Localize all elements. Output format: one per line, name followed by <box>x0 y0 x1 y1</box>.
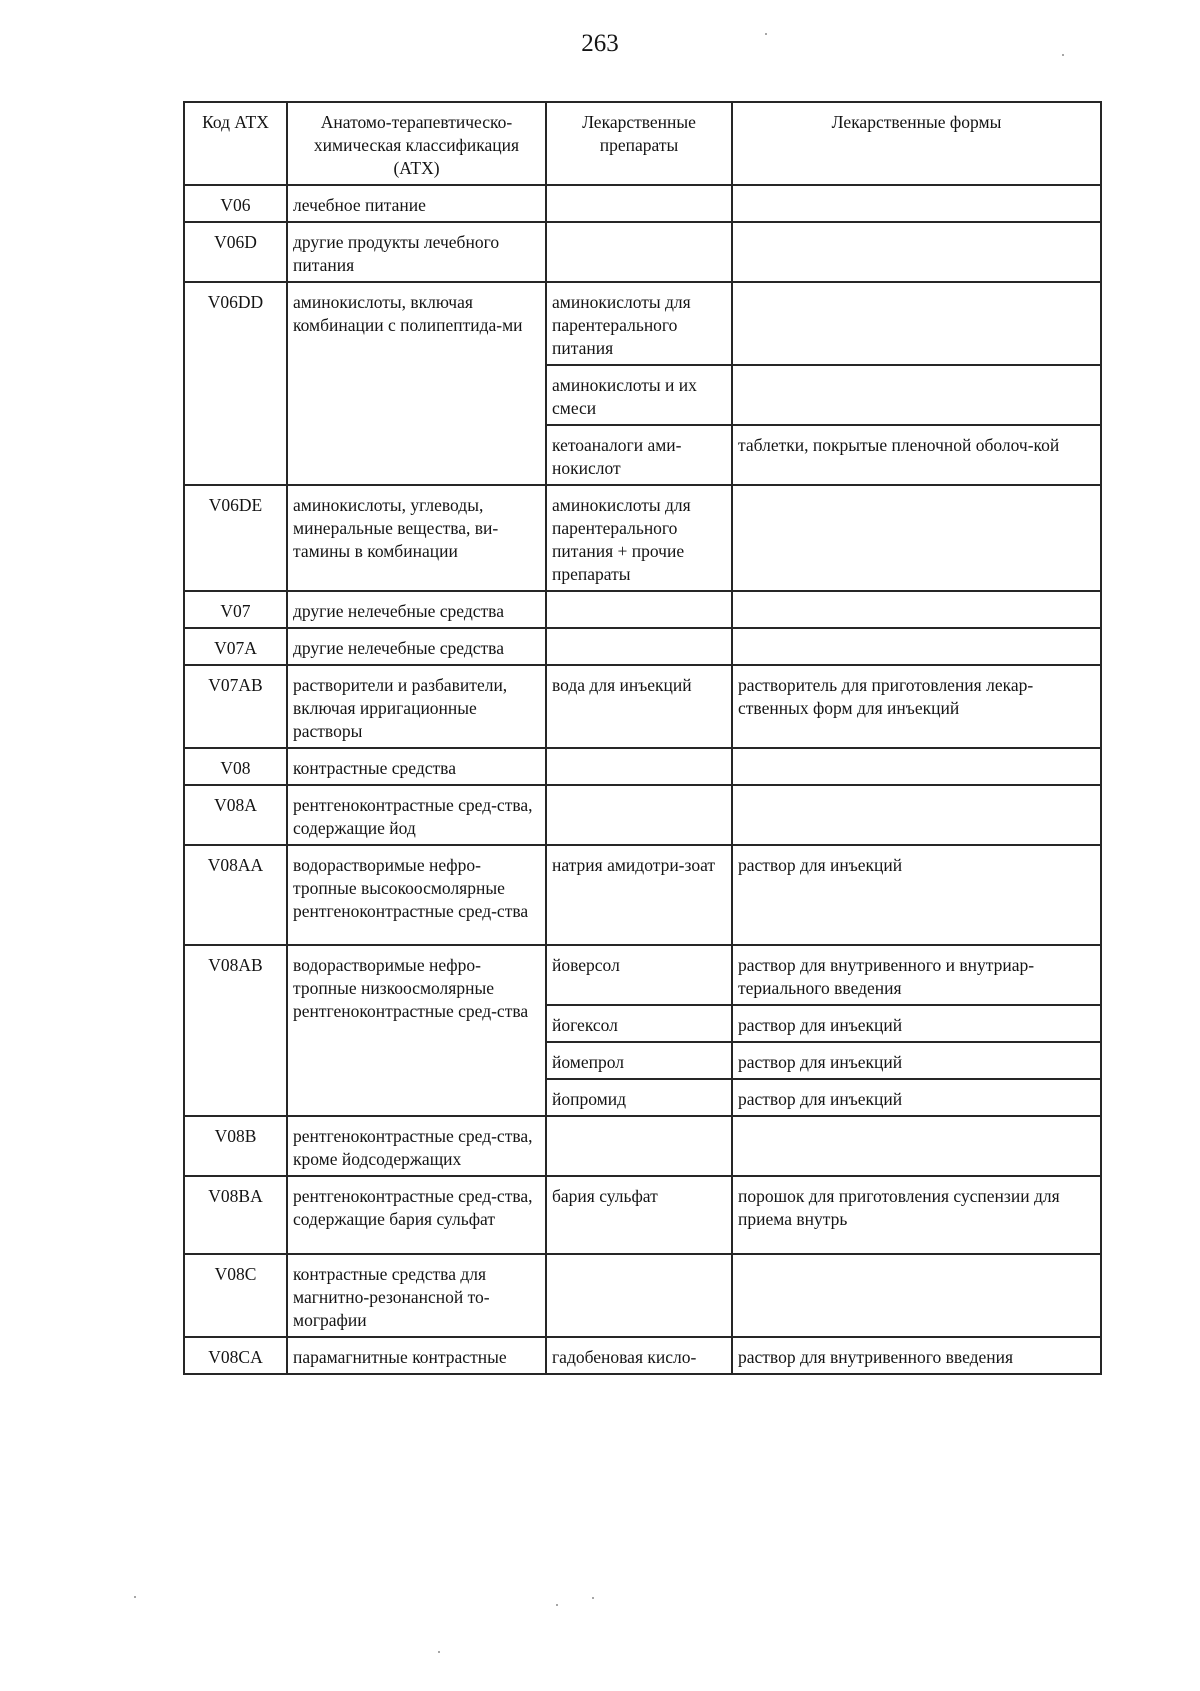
drug-cell: аминокислоты и их смеси <box>546 365 732 425</box>
header-code: Код АТХ <box>184 102 287 185</box>
atx-name: рентгеноконтрастные сред-ства, кроме йодсодержащих <box>287 1116 546 1176</box>
drug-cell <box>546 1254 732 1337</box>
drug-cell <box>546 185 732 222</box>
atx-name: рентгеноконтрастные сред-ства, содержащие бария сульфат <box>287 1176 546 1254</box>
atx-table <box>183 101 1102 1375</box>
header-forms: Лекарственные формы <box>732 102 1101 185</box>
table-row <box>184 591 1101 628</box>
table-row <box>184 945 1101 1005</box>
atx-name: лечебное питание <box>287 185 546 222</box>
form-cell <box>732 1254 1101 1337</box>
scan-speck <box>438 1651 440 1653</box>
drug-cell <box>546 628 732 665</box>
form-cell <box>732 282 1101 365</box>
form-cell: раствор для инъекций <box>732 1079 1101 1116</box>
form-cell <box>732 1116 1101 1176</box>
form-cell: раствор для инъекций <box>732 1042 1101 1079</box>
table-row <box>184 282 1101 365</box>
form-cell: растворитель для приготовления лекар-ственных форм для инъекций <box>732 665 1101 748</box>
atx-name: водорастворимые нефро-тропные высокоосмолярные рентгеноконтрастные сред-ства <box>287 845 546 945</box>
table-row <box>184 1254 1101 1337</box>
table-row <box>184 1116 1101 1176</box>
drug-cell: гадобеновая кисло- <box>546 1337 732 1374</box>
atx-code: V08 <box>184 748 287 785</box>
drug-cell <box>546 222 732 282</box>
atx-code: V08BA <box>184 1176 287 1254</box>
form-cell: раствор для внутривенного введения <box>732 1337 1101 1374</box>
form-cell: порошок для приготовления суспензии для приема внутрь <box>732 1176 1101 1254</box>
atx-code: V08AB <box>184 945 287 1116</box>
atx-code: V08A <box>184 785 287 845</box>
form-cell: раствор для инъекций <box>732 1005 1101 1042</box>
drug-cell <box>546 785 732 845</box>
drug-cell: кетоаналоги ами-нокислот <box>546 425 732 485</box>
drug-cell: вода для инъекций <box>546 665 732 748</box>
atx-name: контрастные средства для магнитно-резонансной то-мографии <box>287 1254 546 1337</box>
drug-cell: йопромид <box>546 1079 732 1116</box>
atx-code: V08C <box>184 1254 287 1337</box>
drug-cell <box>546 1116 732 1176</box>
table-row <box>184 785 1101 845</box>
drug-cell: йогексол <box>546 1005 732 1042</box>
form-cell <box>732 591 1101 628</box>
atx-name: рентгеноконтрастные сред-ства, содержащие йод <box>287 785 546 845</box>
drug-cell: аминокислоты для парентерального питания + прочие препараты <box>546 485 732 591</box>
atx-name: аминокислоты, углеводы, минеральные вещества, ви-тамины в комбинации <box>287 485 546 591</box>
scan-speck <box>556 1604 558 1606</box>
form-cell <box>732 222 1101 282</box>
atx-code: V06DD <box>184 282 287 485</box>
form-cell <box>732 185 1101 222</box>
atx-code: V07AB <box>184 665 287 748</box>
header-classification: Анатомо-терапевтическо-химическая классификация (АТХ) <box>287 102 546 185</box>
atx-code: V06D <box>184 222 287 282</box>
page-number: 263 <box>581 30 619 57</box>
table-row <box>184 1337 1101 1374</box>
atx-code: V08AA <box>184 845 287 945</box>
drug-cell: йомепрол <box>546 1042 732 1079</box>
drug-cell <box>546 748 732 785</box>
form-cell: раствор для внутривенного и внутриар-териального введения <box>732 945 1101 1005</box>
atx-code: V06DE <box>184 485 287 591</box>
form-cell <box>732 785 1101 845</box>
form-cell: раствор для инъекций <box>732 845 1101 945</box>
table-row <box>184 748 1101 785</box>
table-row <box>184 628 1101 665</box>
form-cell <box>732 748 1101 785</box>
header-drugs: Лекарственные препараты <box>546 102 732 185</box>
form-cell <box>732 365 1101 425</box>
atx-code: V07 <box>184 591 287 628</box>
drug-cell: аминокислоты для парентерального питания <box>546 282 732 365</box>
scan-speck <box>1062 54 1064 56</box>
atx-code: V06 <box>184 185 287 222</box>
table-header-row <box>184 102 1101 185</box>
atx-name: водорастворимые нефро-тропные низкоосмолярные рентгеноконтрастные сред-ства <box>287 945 546 1116</box>
scan-speck <box>134 1596 136 1598</box>
atx-name: другие нелечебные средства <box>287 628 546 665</box>
scan-speck <box>592 1597 594 1599</box>
atx-code: V07A <box>184 628 287 665</box>
table-row <box>184 185 1101 222</box>
drug-cell: йоверсол <box>546 945 732 1005</box>
drug-cell: бария сульфат <box>546 1176 732 1254</box>
table-row <box>184 222 1101 282</box>
drug-cell: натрия амидотри-зоат <box>546 845 732 945</box>
form-cell <box>732 628 1101 665</box>
atx-name: парамагнитные контрастные <box>287 1337 546 1374</box>
atx-name: растворители и разбавители, включая ирригационные растворы <box>287 665 546 748</box>
table-row <box>184 1176 1101 1254</box>
atx-name: контрастные средства <box>287 748 546 785</box>
atx-name: другие продукты лечебного питания <box>287 222 546 282</box>
atx-code: V08B <box>184 1116 287 1176</box>
form-cell <box>732 485 1101 591</box>
table-row <box>184 485 1101 591</box>
table-row <box>184 665 1101 748</box>
atx-name: другие нелечебные средства <box>287 591 546 628</box>
form-cell: таблетки, покрытые пленочной оболоч-кой <box>732 425 1101 485</box>
table-row <box>184 845 1101 945</box>
atx-code: V08CA <box>184 1337 287 1374</box>
atx-name: аминокислоты, включая комбинации с полипептида-ми <box>287 282 546 485</box>
drug-cell <box>546 591 732 628</box>
scan-speck <box>765 33 767 35</box>
